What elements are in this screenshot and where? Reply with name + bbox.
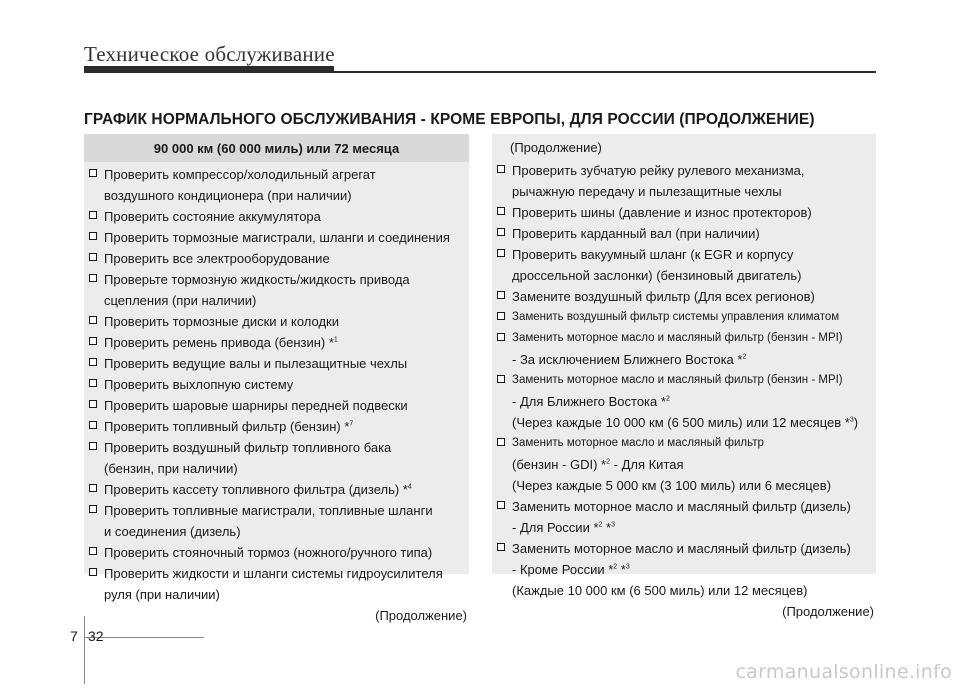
checklist-item-text: Проверьте тормозную жидкость/жидкость привода сцепления (при наличии): [104, 272, 410, 308]
checklist-item-text: Проверить ремень привода (бензин) *: [104, 335, 334, 350]
checklist-item: [492, 160, 876, 202]
checklist-item: [84, 500, 469, 542]
checkbox-icon: [497, 228, 505, 236]
checkbox-icon: [89, 484, 97, 492]
checklist-item-text: Проверить стояночный тормоз (ножного/ручного типа): [104, 545, 433, 560]
checklist-item-text: Проверить карданный вал (при наличии): [512, 226, 760, 241]
checklist-item: [84, 416, 469, 437]
footnote-marker: 1: [333, 336, 338, 344]
checklist-item: [84, 248, 469, 269]
checklist-item-text: Проверить топливные магистрали, топливные шланги и соединения (дизель): [104, 503, 433, 539]
footnote-marker: 2: [742, 353, 747, 361]
checklist-item-text: Проверить тормозные диски и колодки: [104, 314, 340, 329]
subline-text: (Через каждые 10 000 км (6 500 миль) или 12 месяцев *: [512, 415, 850, 430]
checkbox-icon: [497, 438, 505, 446]
footnote-marker: 4: [407, 483, 412, 491]
section-title: ГРАФИК НОРМАЛЬНОГО ОБСЛУЖИВАНИЯ - КРОМЕ ЕВРОПЫ, ДЛЯ РОССИИ (ПРОДОЛЖЕНИЕ): [84, 111, 815, 128]
right-schedule-panel: [492, 134, 876, 619]
subline-text: (бензин - GDI) *: [512, 457, 607, 472]
subline-text: - Для России *: [512, 520, 599, 535]
checkbox-icon: [497, 312, 505, 320]
subline-tail: - Для Китая: [610, 457, 684, 472]
subline-text: (Через каждые 5 000 км (3 100 миль) или 6 месяцев): [512, 478, 832, 493]
footer-vertical-rule: [84, 616, 85, 684]
checklist-item-text: Проверить состояние аккумулятора: [104, 209, 321, 224]
checkbox-icon: [89, 421, 97, 429]
right-checklist: [492, 158, 876, 601]
footnote-marker: 2: [665, 395, 670, 403]
checklist-item-text: Проверить жидкости и шланги системы гидроусилителя руля (при наличии): [104, 566, 443, 602]
page-header-title: Техническое обслуживание: [84, 42, 335, 66]
footnote-marker: 2: [613, 563, 618, 571]
left-checklist: [84, 162, 469, 605]
checklist-item: [84, 374, 469, 395]
checklist-item: [492, 244, 876, 286]
checklist-item-text: Заменить моторное масло и масляный фильтр: [512, 437, 764, 449]
checklist-item: [84, 332, 469, 353]
checkbox-icon: [89, 505, 97, 513]
checkbox-icon: [89, 274, 97, 282]
subline-text: (Каждые 10 000 км (6 500 миль) или 12 месяцев): [512, 583, 808, 598]
checkbox-icon: [89, 232, 97, 240]
checklist-item-text: Замените воздушный фильтр (Для всех регионов): [512, 289, 815, 304]
footnote-marker: 2: [606, 458, 611, 466]
checklist-item-text: Проверить тормозные магистрали, шланги и соединения: [104, 230, 450, 245]
checkbox-icon: [89, 316, 97, 324]
checklist-item-text: Заменить моторное масло и масляный фильтр (дизель): [512, 499, 851, 514]
checklist-item: [84, 311, 469, 332]
subline-tail: *: [602, 520, 612, 535]
checklist-item-text: Заменить моторное масло и масляный фильтр (бензин - MPI): [512, 374, 843, 386]
continued-label: (Продолжение): [782, 604, 874, 619]
watermark: carmanualsonline.info: [735, 661, 952, 683]
checklist-item-text: Проверить кассету топливного фильтра (дизель) *: [104, 482, 408, 497]
continued-label: (Продолжение): [375, 608, 467, 623]
checkbox-icon: [89, 358, 97, 366]
checkbox-icon: [497, 375, 505, 383]
checklist-item-text: Проверить выхлопную систему: [104, 377, 294, 392]
header-rule-thin: [334, 71, 876, 73]
checkbox-icon: [497, 249, 505, 257]
checklist-item: [492, 433, 876, 454]
checklist-subline: [492, 580, 876, 601]
checklist-item-text: Проверить шаровые шарниры передней подвески: [104, 398, 408, 413]
footnote-marker: 2: [598, 521, 603, 529]
checkbox-icon: [89, 547, 97, 555]
checklist-item-text: Проверить все электрооборудование: [104, 251, 330, 266]
checklist-item-text: Заменить моторное масло и масляный фильтр (бензин - MPI): [512, 332, 843, 344]
checkbox-icon: [89, 169, 97, 177]
footnote-marker: 3: [849, 416, 854, 424]
checklist-item: [492, 223, 876, 244]
checklist-subline: [492, 559, 876, 580]
footnote-marker: 7: [349, 420, 354, 428]
checklist-item: [84, 563, 469, 605]
checkbox-icon: [497, 165, 505, 173]
checklist-item-text: Проверить ведущие валы и пылезащитные чехлы: [104, 356, 408, 371]
checklist-item-text: Проверить шины (давление и износ протекторов): [512, 205, 812, 220]
subline-text: - Кроме России *: [512, 562, 614, 577]
continued-top-label: (Продолжение): [510, 140, 602, 155]
checklist-item: [84, 542, 469, 563]
footnote-marker: 3: [611, 521, 615, 529]
checkbox-icon: [89, 379, 97, 387]
page-number: 32: [88, 628, 104, 644]
checklist-subline: [492, 412, 876, 433]
checklist-item: [492, 328, 876, 349]
subline-tail: *: [617, 562, 626, 577]
checklist-item: [492, 538, 876, 559]
checklist-item-text: Проверить топливный фильтр (бензин) *: [104, 419, 350, 434]
checkbox-icon: [89, 253, 97, 261]
checklist-item-text: Проверить воздушный фильтр топливного бака (бензин, при наличии): [104, 440, 392, 476]
checklist-subline: [492, 391, 876, 412]
checkbox-icon: [497, 291, 505, 299]
checklist-item: [84, 437, 469, 479]
subline-text: - Для Ближнего Востока *: [512, 394, 666, 409]
checklist-item: [492, 496, 876, 517]
checklist-item-text: Заменить воздушный фильтр системы управления климатом: [512, 311, 840, 323]
checklist-item: [84, 479, 469, 500]
checklist-item: [84, 164, 469, 206]
checklist-item: [492, 286, 876, 307]
checklist-item: [492, 202, 876, 223]
checklist-subline: [492, 349, 876, 370]
chapter-number: 7: [70, 628, 78, 644]
checklist-item-text: Проверить зубчатую рейку рулевого механизма, рычажную передачу и пылезащитные чехлы: [512, 163, 805, 199]
footnote-marker: 3: [625, 563, 630, 571]
left-schedule-panel: [84, 134, 469, 623]
header-rule-thick: [84, 66, 334, 73]
checklist-item: [492, 307, 876, 328]
checklist-item-text: Проверить вакуумный шланг (к EGR и корпусу дроссельной заслонки) (бензиновый двигатель): [512, 247, 802, 283]
checklist-item: [84, 227, 469, 248]
checklist-item: [492, 370, 876, 391]
checklist-item-text: Проверить компрессор/холодильный агрегат воздушного кондиционера (при наличии): [104, 167, 376, 203]
checklist-item: [84, 206, 469, 227]
checkbox-icon: [497, 501, 505, 509]
checklist-item: [84, 353, 469, 374]
checkbox-icon: [89, 400, 97, 408]
interval-heading: 90 000 км (60 000 миль) или 72 месяца: [84, 134, 469, 162]
checklist-subline: [492, 454, 876, 475]
checklist-item: [84, 269, 469, 311]
checklist-subline: [492, 475, 876, 496]
checklist-item-text: Заменить моторное масло и масляный фильтр (дизель): [512, 541, 851, 556]
checkbox-icon: [89, 568, 97, 576]
checkbox-icon: [89, 442, 97, 450]
checkbox-icon: [497, 333, 505, 341]
checkbox-icon: [497, 543, 505, 551]
checkbox-icon: [89, 337, 97, 345]
subline-tail: ): [853, 415, 859, 430]
checkbox-icon: [497, 207, 505, 215]
checkbox-icon: [89, 211, 97, 219]
checklist-subline: [492, 517, 876, 538]
subline-text: - За исключением Ближнего Востока *: [512, 352, 743, 367]
checklist-item: [84, 395, 469, 416]
